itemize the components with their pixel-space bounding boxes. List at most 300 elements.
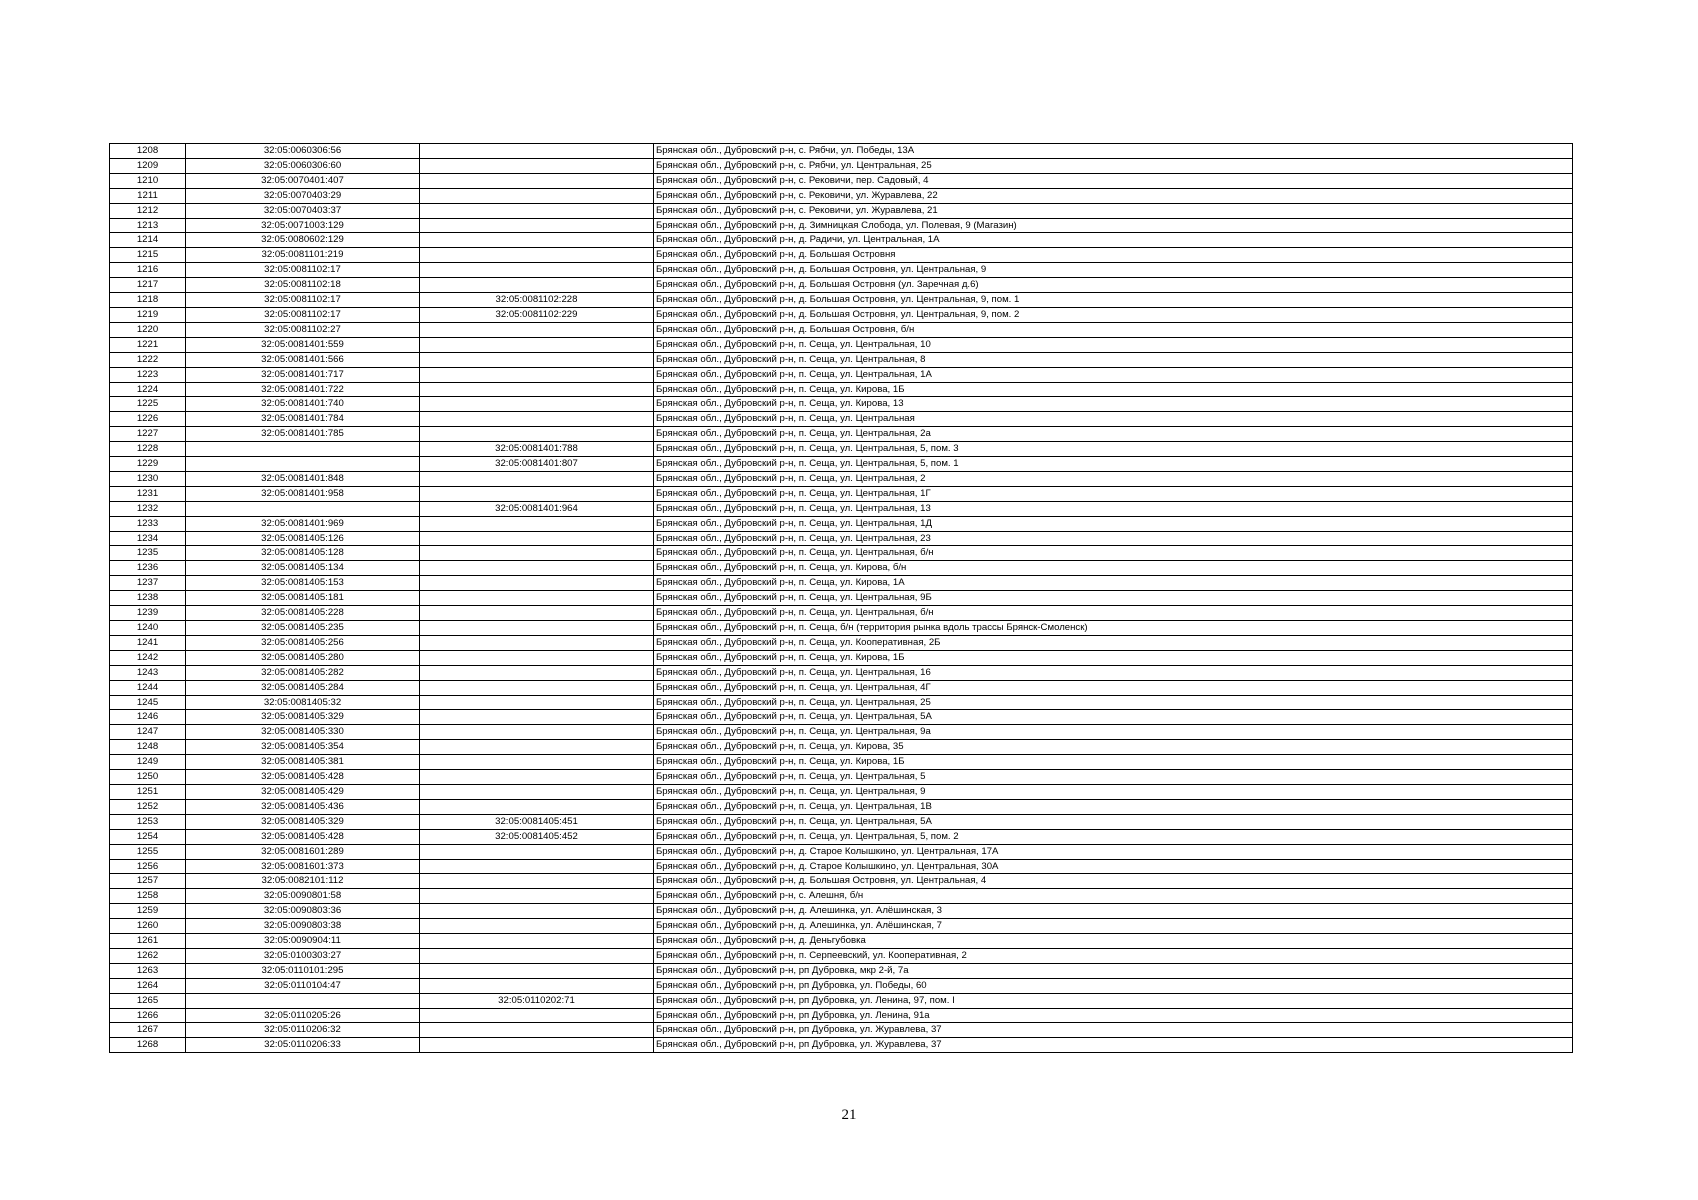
address-cell: Брянская обл., Дубровский р-н, п. Сеща, ул. Центральная, 9 [654, 784, 1573, 799]
table-row [110, 412, 1573, 427]
row-number-cell: 1218 [110, 293, 186, 308]
address-cell: Брянская обл., Дубровский р-н, д. Большая Островня (ул. Заречная д.6) [654, 278, 1573, 293]
table-row [110, 874, 1573, 889]
address-cell: Брянская обл., Дубровский р-н, п. Сеща, ул. Центральная, 1Д [654, 516, 1573, 531]
row-number-cell: 1214 [110, 233, 186, 248]
row-number-cell: 1224 [110, 382, 186, 397]
address-cell: Брянская обл., Дубровский р-н, д. Большая Островня, ул. Центральная, 9 [654, 263, 1573, 278]
object-cadastral-number-cell [420, 203, 654, 218]
table-row [110, 158, 1573, 173]
address-cell: Брянская обл., Дубровский р-н, д. Большая Островня, б/н [654, 322, 1573, 337]
land-cadastral-number-cell: 32:05:0090803:38 [186, 919, 420, 934]
address-cell: Брянская обл., Дубровский р-н, п. Сеща, ул. Кирова, 35 [654, 740, 1573, 755]
land-cadastral-number-cell [186, 993, 420, 1008]
land-cadastral-number-cell: 32:05:0081405:381 [186, 755, 420, 770]
address-cell: Брянская обл., Дубровский р-н, рп Дубровка, ул. Победы, 60 [654, 978, 1573, 993]
row-number-cell: 1227 [110, 427, 186, 442]
table-row [110, 814, 1573, 829]
table-row [110, 307, 1573, 322]
land-cadastral-number-cell: 32:05:0081405:429 [186, 784, 420, 799]
table-row [110, 173, 1573, 188]
land-cadastral-number-cell: 32:05:0090803:36 [186, 904, 420, 919]
table-row [110, 695, 1573, 710]
address-cell: Брянская обл., Дубровский р-н, д. Алешинка, ул. Алёшинская, 7 [654, 919, 1573, 934]
land-cadastral-number-cell: 32:05:0081405:329 [186, 814, 420, 829]
address-cell: Брянская обл., Дубровский р-н, п. Сеща, ул. Центральная, 1В [654, 799, 1573, 814]
object-cadastral-number-cell [420, 188, 654, 203]
address-cell: Брянская обл., Дубровский р-н, п. Сеща, ул. Кирова, б/н [654, 561, 1573, 576]
row-number-cell: 1235 [110, 546, 186, 561]
land-cadastral-number-cell: 32:05:0081401:566 [186, 352, 420, 367]
table-row [110, 904, 1573, 919]
address-cell: Брянская обл., Дубровский р-н, п. Сеща, ул. Кирова, 1Б [654, 650, 1573, 665]
row-number-cell: 1213 [110, 218, 186, 233]
table-row [110, 770, 1573, 785]
row-number-cell: 1245 [110, 695, 186, 710]
table-row [110, 755, 1573, 770]
object-cadastral-number-cell: 32:05:0081102:228 [420, 293, 654, 308]
object-cadastral-number-cell [420, 621, 654, 636]
object-cadastral-number-cell [420, 144, 654, 159]
row-number-cell: 1248 [110, 740, 186, 755]
row-number-cell: 1262 [110, 948, 186, 963]
address-cell: Брянская обл., Дубровский р-н, п. Сеща, ул. Центральная, 10 [654, 337, 1573, 352]
object-cadastral-number-cell [420, 576, 654, 591]
object-cadastral-number-cell [420, 367, 654, 382]
object-cadastral-number-cell [420, 606, 654, 621]
land-cadastral-number-cell: 32:05:0081405:256 [186, 635, 420, 650]
table-row [110, 188, 1573, 203]
object-cadastral-number-cell [420, 427, 654, 442]
land-cadastral-number-cell: 32:05:0081405:153 [186, 576, 420, 591]
row-number-cell: 1217 [110, 278, 186, 293]
row-number-cell: 1259 [110, 904, 186, 919]
row-number-cell: 1255 [110, 844, 186, 859]
address-cell: Брянская обл., Дубровский р-н, п. Сеща, ул. Кооперативная, 2Б [654, 635, 1573, 650]
row-number-cell: 1251 [110, 784, 186, 799]
land-cadastral-number-cell: 32:05:0081601:289 [186, 844, 420, 859]
land-cadastral-number-cell: 32:05:0081102:17 [186, 293, 420, 308]
table-row [110, 457, 1573, 472]
land-cadastral-number-cell: 32:05:0090801:58 [186, 889, 420, 904]
object-cadastral-number-cell [420, 546, 654, 561]
land-cadastral-number-cell: 32:05:0081401:717 [186, 367, 420, 382]
row-number-cell: 1222 [110, 352, 186, 367]
land-cadastral-number-cell: 32:05:0081405:128 [186, 546, 420, 561]
land-cadastral-number-cell: 32:05:0081405:354 [186, 740, 420, 755]
object-cadastral-number-cell [420, 471, 654, 486]
address-cell: Брянская обл., Дубровский р-н, п. Сеща, ул. Центральная, 9а [654, 725, 1573, 740]
object-cadastral-number-cell [420, 650, 654, 665]
object-cadastral-number-cell [420, 248, 654, 263]
address-cell: Брянская обл., Дубровский р-н, п. Сеща, ул. Кирова, 1Б [654, 382, 1573, 397]
object-cadastral-number-cell [420, 784, 654, 799]
row-number-cell: 1243 [110, 665, 186, 680]
row-number-cell: 1257 [110, 874, 186, 889]
object-cadastral-number-cell [420, 561, 654, 576]
table-row [110, 561, 1573, 576]
table-row [110, 948, 1573, 963]
address-cell: Брянская обл., Дубровский р-н, п. Сеща, ул. Центральная, 25 [654, 695, 1573, 710]
address-cell: Брянская обл., Дубровский р-н, д. Большая Островня, ул. Центральная, 4 [654, 874, 1573, 889]
row-number-cell: 1208 [110, 144, 186, 159]
land-cadastral-number-cell: 32:05:0081401:969 [186, 516, 420, 531]
table-row [110, 725, 1573, 740]
row-number-cell: 1266 [110, 1008, 186, 1023]
table-row [110, 471, 1573, 486]
address-cell: Брянская обл., Дубровский р-н, п. Серпеевский, ул. Кооперативная, 2 [654, 948, 1573, 963]
land-cadastral-number-cell: 32:05:0081405:284 [186, 680, 420, 695]
object-cadastral-number-cell [420, 948, 654, 963]
address-cell: Брянская обл., Дубровский р-н, рп Дубровка, ул. Журавлева, 37 [654, 1023, 1573, 1038]
object-cadastral-number-cell [420, 725, 654, 740]
table-row [110, 1023, 1573, 1038]
object-cadastral-number-cell [420, 1008, 654, 1023]
address-cell: Брянская обл., Дубровский р-н, с. Рековичи, пер. Садовый, 4 [654, 173, 1573, 188]
land-cadastral-number-cell: 32:05:0090904:11 [186, 934, 420, 949]
land-cadastral-number-cell: 32:05:0110104:47 [186, 978, 420, 993]
object-cadastral-number-cell [420, 635, 654, 650]
address-cell: Брянская обл., Дубровский р-н, с. Алешня, б/н [654, 889, 1573, 904]
object-cadastral-number-cell [420, 710, 654, 725]
land-cadastral-number-cell: 32:05:0081401:784 [186, 412, 420, 427]
address-cell: Брянская обл., Дубровский р-н, с. Рековичи, ул. Журавлева, 21 [654, 203, 1573, 218]
table-row [110, 442, 1573, 457]
land-cadastral-number-cell: 32:05:0110206:33 [186, 1038, 420, 1053]
land-cadastral-number-cell: 32:05:0082101:112 [186, 874, 420, 889]
object-cadastral-number-cell [420, 934, 654, 949]
object-cadastral-number-cell [420, 889, 654, 904]
row-number-cell: 1226 [110, 412, 186, 427]
land-cadastral-number-cell: 32:05:0081601:373 [186, 859, 420, 874]
row-number-cell: 1254 [110, 829, 186, 844]
table-row [110, 1038, 1573, 1053]
land-cadastral-number-cell [186, 457, 420, 472]
address-cell: Брянская обл., Дубровский р-н, п. Сеща, ул. Кирова, 1Б [654, 755, 1573, 770]
object-cadastral-number-cell [420, 859, 654, 874]
table-row [110, 650, 1573, 665]
object-cadastral-number-cell: 32:05:0081405:452 [420, 829, 654, 844]
row-number-cell: 1246 [110, 710, 186, 725]
table-row [110, 293, 1573, 308]
row-number-cell: 1223 [110, 367, 186, 382]
address-cell: Брянская обл., Дубровский р-н, п. Сеща, ул. Центральная, б/н [654, 606, 1573, 621]
land-cadastral-number-cell: 32:05:0071003:129 [186, 218, 420, 233]
land-cadastral-number-cell: 32:05:0081405:32 [186, 695, 420, 710]
land-cadastral-number-cell: 32:05:0081405:428 [186, 770, 420, 785]
object-cadastral-number-cell: 32:05:0081401:788 [420, 442, 654, 457]
row-number-cell: 1210 [110, 173, 186, 188]
row-number-cell: 1244 [110, 680, 186, 695]
address-cell: Брянская обл., Дубровский р-н, д. Старое Колышкино, ул. Центральная, 17А [654, 844, 1573, 859]
row-number-cell: 1265 [110, 993, 186, 1008]
row-number-cell: 1241 [110, 635, 186, 650]
row-number-cell: 1264 [110, 978, 186, 993]
row-number-cell: 1240 [110, 621, 186, 636]
row-number-cell: 1239 [110, 606, 186, 621]
object-cadastral-number-cell: 32:05:0081102:229 [420, 307, 654, 322]
object-cadastral-number-cell [420, 740, 654, 755]
land-cadastral-number-cell: 32:05:0100303:27 [186, 948, 420, 963]
address-cell: Брянская обл., Дубровский р-н, рп Дубровка, мкр 2-й, 7а [654, 963, 1573, 978]
address-cell: Брянская обл., Дубровский р-н, п. Сеща, ул. Кирова, 1А [654, 576, 1573, 591]
address-cell: Брянская обл., Дубровский р-н, д. Большая Островня, ул. Центральная, 9, пом. 1 [654, 293, 1573, 308]
address-cell: Брянская обл., Дубровский р-н, п. Сеща, ул. Центральная [654, 412, 1573, 427]
address-cell: Брянская обл., Дубровский р-н, п. Сеща, ул. Центральная, 5 [654, 770, 1573, 785]
object-cadastral-number-cell [420, 233, 654, 248]
table-row [110, 352, 1573, 367]
table-row [110, 710, 1573, 725]
object-cadastral-number-cell [420, 158, 654, 173]
object-cadastral-number-cell [420, 904, 654, 919]
address-cell: Брянская обл., Дубровский р-н, рп Дубровка, ул. Журавлева, 37 [654, 1038, 1573, 1053]
row-number-cell: 1249 [110, 755, 186, 770]
object-cadastral-number-cell [420, 963, 654, 978]
page-number: 21 [841, 1107, 857, 1123]
object-cadastral-number-cell [420, 591, 654, 606]
address-cell: Брянская обл., Дубровский р-н, д. Радичи, ул. Центральная, 1А [654, 233, 1573, 248]
address-cell: Брянская обл., Дубровский р-н, д. Большая Островня, ул. Центральная, 9, пом. 2 [654, 307, 1573, 322]
table-row [110, 635, 1573, 650]
table-row [110, 278, 1573, 293]
address-cell: Брянская обл., Дубровский р-н, п. Сеща, ул. Центральная, 23 [654, 531, 1573, 546]
land-cadastral-number-cell: 32:05:0081401:958 [186, 486, 420, 501]
address-cell: Брянская обл., Дубровский р-н, п. Сеща, ул. Центральная, 5А [654, 710, 1573, 725]
table-row [110, 665, 1573, 680]
object-cadastral-number-cell [420, 278, 654, 293]
land-cadastral-number-cell: 32:05:0081405:436 [186, 799, 420, 814]
address-cell: Брянская обл., Дубровский р-н, п. Сеща, ул. Центральная, 1А [654, 367, 1573, 382]
object-cadastral-number-cell [420, 531, 654, 546]
table-row [110, 531, 1573, 546]
address-cell: Брянская обл., Дубровский р-н, п. Сеща, ул. Центральная, 1Г [654, 486, 1573, 501]
land-cadastral-number-cell: 32:05:0081405:134 [186, 561, 420, 576]
table-row [110, 501, 1573, 516]
table-row [110, 844, 1573, 859]
table-row [110, 367, 1573, 382]
row-number-cell: 1242 [110, 650, 186, 665]
address-cell: Брянская обл., Дубровский р-н, п. Сеща, ул. Центральная, 2 [654, 471, 1573, 486]
object-cadastral-number-cell [420, 1038, 654, 1053]
object-cadastral-number-cell [420, 874, 654, 889]
row-number-cell: 1219 [110, 307, 186, 322]
row-number-cell: 1225 [110, 397, 186, 412]
row-number-cell: 1221 [110, 337, 186, 352]
land-cadastral-number-cell: 32:05:0081405:428 [186, 829, 420, 844]
address-cell: Брянская обл., Дубровский р-н, п. Сеща, ул. Кирова, 13 [654, 397, 1573, 412]
table-row [110, 859, 1573, 874]
object-cadastral-number-cell [420, 382, 654, 397]
table-row [110, 1008, 1573, 1023]
land-cadastral-number-cell: 32:05:0070403:29 [186, 188, 420, 203]
registry-body [110, 144, 1573, 1053]
table-row [110, 591, 1573, 606]
row-number-cell: 1234 [110, 531, 186, 546]
address-cell: Брянская обл., Дубровский р-н, рп Дубровка, ул. Ленина, 91а [654, 1008, 1573, 1023]
table-row [110, 546, 1573, 561]
land-cadastral-number-cell: 32:05:0081401:559 [186, 337, 420, 352]
address-cell: Брянская обл., Дубровский р-н, п. Сеща, ул. Центральная, 2а [654, 427, 1573, 442]
table-row [110, 978, 1573, 993]
object-cadastral-number-cell [420, 755, 654, 770]
address-cell: Брянская обл., Дубровский р-н, д. Деньгубовка [654, 934, 1573, 949]
row-number-cell: 1256 [110, 859, 186, 874]
land-cadastral-number-cell: 32:05:0081405:181 [186, 591, 420, 606]
land-cadastral-number-cell [186, 501, 420, 516]
row-number-cell: 1233 [110, 516, 186, 531]
object-cadastral-number-cell: 32:05:0081401:964 [420, 501, 654, 516]
table-row [110, 486, 1573, 501]
row-number-cell: 1268 [110, 1038, 186, 1053]
land-cadastral-number-cell: 32:05:0060306:60 [186, 158, 420, 173]
row-number-cell: 1209 [110, 158, 186, 173]
address-cell: Брянская обл., Дубровский р-н, д. Старое Колышкино, ул. Центральная, 30А [654, 859, 1573, 874]
table-row [110, 144, 1573, 159]
address-cell: Брянская обл., Дубровский р-н, с. Рябчи, ул. Победы, 13А [654, 144, 1573, 159]
table-row [110, 799, 1573, 814]
object-cadastral-number-cell [420, 770, 654, 785]
land-cadastral-number-cell: 32:05:0081401:722 [186, 382, 420, 397]
land-cadastral-number-cell: 32:05:0110205:26 [186, 1008, 420, 1023]
table-row [110, 934, 1573, 949]
land-cadastral-number-cell: 32:05:0081405:126 [186, 531, 420, 546]
row-number-cell: 1228 [110, 442, 186, 457]
row-number-cell: 1263 [110, 963, 186, 978]
object-cadastral-number-cell [420, 173, 654, 188]
land-cadastral-number-cell: 32:05:0081102:18 [186, 278, 420, 293]
object-cadastral-number-cell [420, 516, 654, 531]
land-cadastral-number-cell: 32:05:0081405:282 [186, 665, 420, 680]
land-cadastral-number-cell: 32:05:0081405:329 [186, 710, 420, 725]
table-row [110, 919, 1573, 934]
object-cadastral-number-cell [420, 486, 654, 501]
object-cadastral-number-cell [420, 665, 654, 680]
row-number-cell: 1229 [110, 457, 186, 472]
table-row [110, 516, 1573, 531]
address-cell: Брянская обл., Дубровский р-н, п. Сеща, ул. Центральная, 5, пом. 1 [654, 457, 1573, 472]
table-row [110, 680, 1573, 695]
row-number-cell: 1216 [110, 263, 186, 278]
object-cadastral-number-cell [420, 322, 654, 337]
table-row [110, 397, 1573, 412]
land-cadastral-number-cell: 32:05:0081405:235 [186, 621, 420, 636]
row-number-cell: 1253 [110, 814, 186, 829]
object-cadastral-number-cell [420, 218, 654, 233]
table-row [110, 889, 1573, 904]
property-registry-table [109, 143, 1573, 1053]
address-cell: Брянская обл., Дубровский р-н, с. Рябчи, ул. Центральная, 25 [654, 158, 1573, 173]
object-cadastral-number-cell: 32:05:0110202:71 [420, 993, 654, 1008]
land-cadastral-number-cell: 32:05:0081401:848 [186, 471, 420, 486]
row-number-cell: 1211 [110, 188, 186, 203]
object-cadastral-number-cell [420, 919, 654, 934]
row-number-cell: 1230 [110, 471, 186, 486]
land-cadastral-number-cell: 32:05:0080602:129 [186, 233, 420, 248]
object-cadastral-number-cell: 32:05:0081401:807 [420, 457, 654, 472]
table-row [110, 203, 1573, 218]
land-cadastral-number-cell: 32:05:0070401:407 [186, 173, 420, 188]
object-cadastral-number-cell: 32:05:0081405:451 [420, 814, 654, 829]
land-cadastral-number-cell: 32:05:0081101:219 [186, 248, 420, 263]
table-row [110, 382, 1573, 397]
row-number-cell: 1212 [110, 203, 186, 218]
land-cadastral-number-cell: 32:05:0081405:280 [186, 650, 420, 665]
table-row [110, 740, 1573, 755]
address-cell: Брянская обл., Дубровский р-н, рп Дубровка, ул. Ленина, 97, пом. I [654, 993, 1573, 1008]
object-cadastral-number-cell [420, 844, 654, 859]
address-cell: Брянская обл., Дубровский р-н, п. Сеща, ул. Центральная, 5, пом. 2 [654, 829, 1573, 844]
address-cell: Брянская обл., Дубровский р-н, п. Сеща, б/н (территория рынка вдоль трассы Брянск-Смоленск) [654, 621, 1573, 636]
row-number-cell: 1252 [110, 799, 186, 814]
address-cell: Брянская обл., Дубровский р-н, д. Большая Островня [654, 248, 1573, 263]
table-row [110, 248, 1573, 263]
object-cadastral-number-cell [420, 337, 654, 352]
object-cadastral-number-cell [420, 978, 654, 993]
row-number-cell: 1236 [110, 561, 186, 576]
table-row [110, 263, 1573, 278]
row-number-cell: 1261 [110, 934, 186, 949]
row-number-cell: 1220 [110, 322, 186, 337]
row-number-cell: 1267 [110, 1023, 186, 1038]
row-number-cell: 1260 [110, 919, 186, 934]
object-cadastral-number-cell [420, 352, 654, 367]
table-row [110, 993, 1573, 1008]
address-cell: Брянская обл., Дубровский р-н, п. Сеща, ул. Центральная, 4Г [654, 680, 1573, 695]
land-cadastral-number-cell [186, 442, 420, 457]
land-cadastral-number-cell: 32:05:0081102:17 [186, 307, 420, 322]
land-cadastral-number-cell: 32:05:0081102:17 [186, 263, 420, 278]
table-row [110, 784, 1573, 799]
object-cadastral-number-cell [420, 412, 654, 427]
table-row [110, 427, 1573, 442]
object-cadastral-number-cell [420, 799, 654, 814]
table-row [110, 621, 1573, 636]
land-cadastral-number-cell: 32:05:0060306:56 [186, 144, 420, 159]
address-cell: Брянская обл., Дубровский р-н, п. Сеща, ул. Центральная, 16 [654, 665, 1573, 680]
address-cell: Брянская обл., Дубровский р-н, с. Рековичи, ул. Журавлева, 22 [654, 188, 1573, 203]
address-cell: Брянская обл., Дубровский р-н, п. Сеща, ул. Центральная, 13 [654, 501, 1573, 516]
object-cadastral-number-cell [420, 263, 654, 278]
object-cadastral-number-cell [420, 695, 654, 710]
row-number-cell: 1258 [110, 889, 186, 904]
table-row [110, 576, 1573, 591]
object-cadastral-number-cell [420, 680, 654, 695]
land-cadastral-number-cell: 32:05:0081405:228 [186, 606, 420, 621]
land-cadastral-number-cell: 32:05:0110101:295 [186, 963, 420, 978]
address-cell: Брянская обл., Дубровский р-н, п. Сеща, ул. Центральная, 5А [654, 814, 1573, 829]
table-row [110, 322, 1573, 337]
table-row [110, 829, 1573, 844]
row-number-cell: 1238 [110, 591, 186, 606]
address-cell: Брянская обл., Дубровский р-н, п. Сеща, ул. Центральная, б/н [654, 546, 1573, 561]
address-cell: Брянская обл., Дубровский р-н, п. Сеща, ул. Центральная, 8 [654, 352, 1573, 367]
address-cell: Брянская обл., Дубровский р-н, д. Алешинка, ул. Алёшинская, 3 [654, 904, 1573, 919]
table-row [110, 606, 1573, 621]
row-number-cell: 1231 [110, 486, 186, 501]
object-cadastral-number-cell [420, 1023, 654, 1038]
table-row [110, 233, 1573, 248]
address-cell: Брянская обл., Дубровский р-н, д. Зимницкая Слобода, ул. Полевая, 9 (Магазин) [654, 218, 1573, 233]
table-row [110, 963, 1573, 978]
row-number-cell: 1237 [110, 576, 186, 591]
row-number-cell: 1250 [110, 770, 186, 785]
land-cadastral-number-cell: 32:05:0110206:32 [186, 1023, 420, 1038]
table-row [110, 218, 1573, 233]
row-number-cell: 1215 [110, 248, 186, 263]
row-number-cell: 1232 [110, 501, 186, 516]
table-row [110, 337, 1573, 352]
land-cadastral-number-cell: 32:05:0070403:37 [186, 203, 420, 218]
